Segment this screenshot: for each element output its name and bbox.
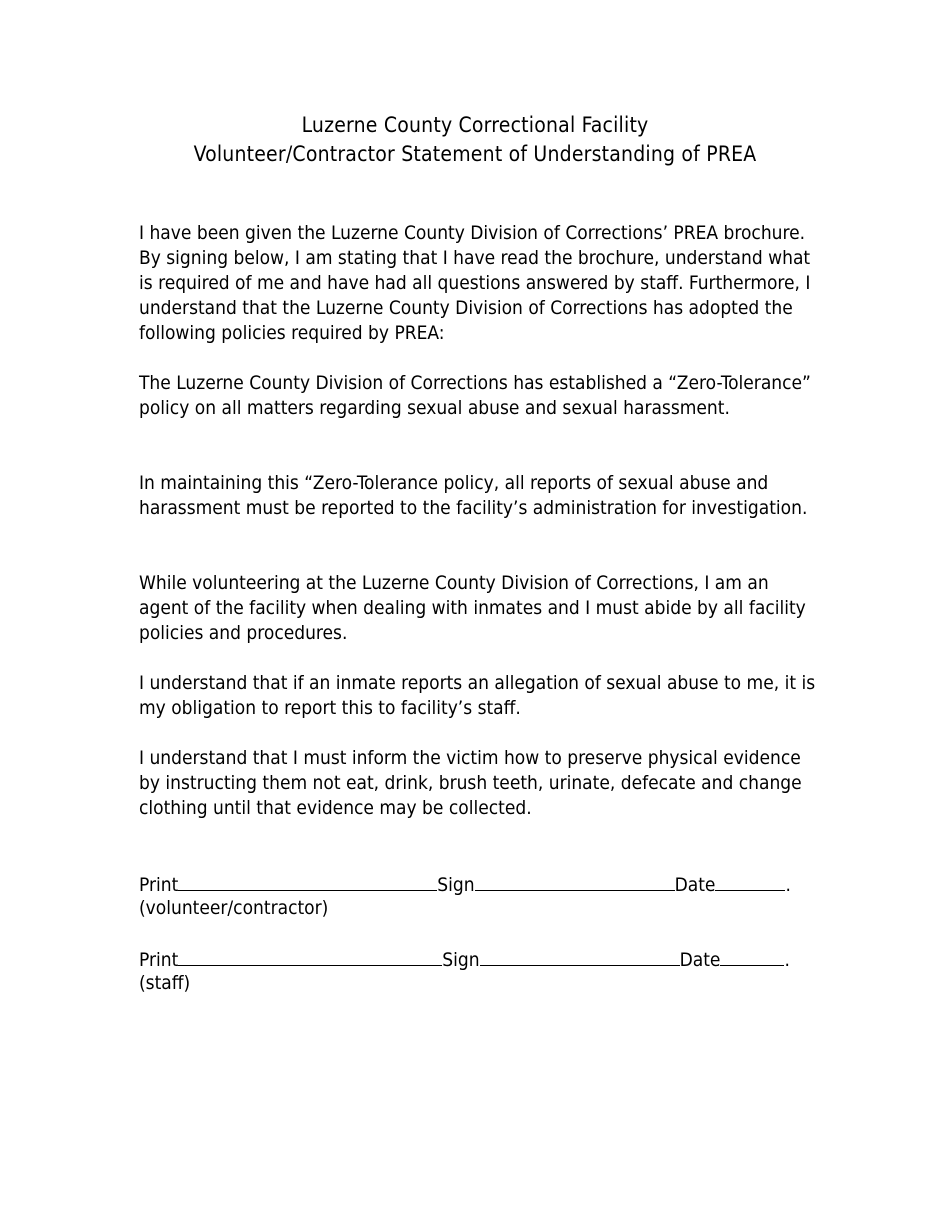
date-field[interactable] — [720, 946, 784, 966]
sign-label: Sign — [442, 949, 480, 971]
print-name-field[interactable] — [178, 946, 442, 966]
date-terminator: . — [785, 874, 791, 896]
paragraph-obligation-to-report: I understand that if an inmate reports an allegation of sexual abuse to me, it is my obligation to report this to facility’s staff. — [139, 672, 816, 719]
paragraph-zero-tolerance-policy: The Luzerne County Division of Corrections has established a “Zero-Tolerance” policy on all matters regarding sexual abuse and sexual harassment. — [139, 372, 811, 419]
paragraph-brochure-acknowledgement: I have been given the Luzerne County Division of Corrections’ PREA brochure. By signing below, I am stating that I have read the brochure, understand what is required of me and have had all questions answered by staff. Furthermore, I understand that the Luzerne County Division of Corrections has adopted the following policies required by PREA: — [139, 222, 811, 344]
signature-field[interactable] — [480, 946, 680, 966]
role-caption-volunteer: (volunteer/contractor) — [139, 897, 329, 919]
date-terminator: . — [784, 949, 790, 971]
document-title-line-1: Luzerne County Correctional Facility — [301, 113, 649, 137]
print-label: Print — [139, 949, 179, 971]
print-name-field[interactable] — [178, 871, 437, 891]
document-title-line-2: Volunteer/Contractor Statement of Understanding of PREA — [193, 142, 757, 166]
date-label: Date — [674, 874, 716, 896]
sign-label: Sign — [437, 874, 475, 896]
paragraph-reporting-requirement: In maintaining this “Zero-Tolerance policy, all reports of sexual abuse and harassment must be reported to the facility’s administration for investigation. — [139, 472, 808, 519]
print-label: Print — [139, 874, 179, 896]
signature-field[interactable] — [475, 871, 675, 891]
paragraph-agent-of-facility: While volunteering at the Luzerne County Division of Corrections, I am an agent of the facility when dealing with inmates and I must abide by all facility policies and procedures. — [139, 572, 806, 644]
signature-row-staff — [139, 946, 790, 973]
signature-row-volunteer — [139, 871, 791, 898]
date-label: Date — [679, 949, 721, 971]
role-caption-staff: (staff) — [139, 972, 191, 994]
paragraph-preserve-evidence: I understand that I must inform the victim how to preserve physical evidence by instructing them not eat, drink, brush teeth, urinate, defecate and change clothing until that evidence may be collected. — [139, 747, 802, 819]
date-field[interactable] — [715, 871, 785, 891]
